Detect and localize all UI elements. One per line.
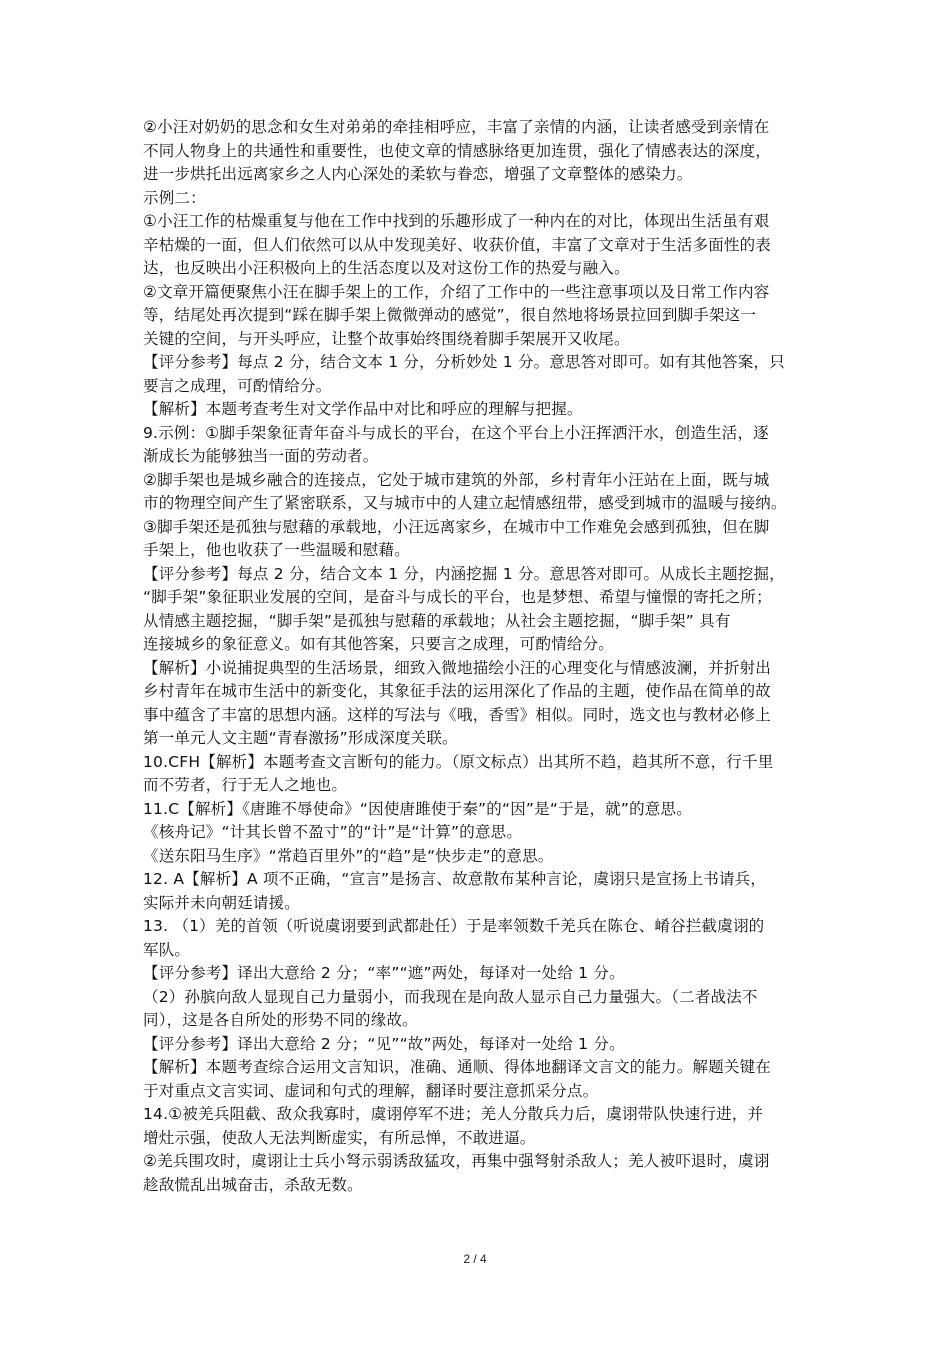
text-line: 事中蕴含了丰富的思想内涵。这样的写法与《哦，香雪》相似。同时，选文也与教材必修上 [143,705,772,724]
text-line: 第一单元人文主题“青春激扬”形成深度关联。 [143,729,458,747]
answer-text-body [143,116,811,1197]
text-line: 14.①被羌兵阻截、敌众我寡时，虞诩停军不进；羌人分散兵力后，虞诩带队快速行进，并 [143,1105,764,1123]
text-line: “脚手架”象征职业发展的空间，是奋斗与成长的平台，也是梦想、希望与憧憬的寄托之所； [143,588,772,606]
text-line: 【评分参考】每点 2 分，结合文本 1 分，内涵挖掘 1 分。意思答对即可。从成长主题挖掘， [143,564,785,583]
text-line: 12. A【解析】A 项不正确，“宣言”是扬言、故意散布某种言论，虞诩只是宣扬上书请兵， [143,870,767,888]
text-line: ②小汪对奶奶的思念和女生对弟弟的牵挂相呼应，丰富了亲情的内涵，让读者感受到亲情在 [143,118,770,136]
text-line: 从情感主题挖掘，“脚手架”是孤独与慰藉的承载地；从社会主题挖掘，“脚手架” 具有 [143,611,731,630]
text-line: 达，也反映出小汪积极向上的生活态度以及对这份工作的热爱与融入。 [143,259,630,277]
text-line: 【解析】本题考查考生对文学作品中对比和呼应的理解与把握。 [143,400,583,418]
text-line: 【评分参考】译出大意给 2 分；“率”“遮”两处，每译对一处给 1 分。 [143,964,625,982]
text-line: 于对重点文言实词、虚词和句式的理解，翻译时要注意抓采分点。 [143,1081,599,1100]
text-line: 同），这是各自所处的形势不同的缘故。 [143,1011,418,1029]
text-line: 11.C【解析】《唐雎不辱使命》“因使唐雎使于秦”的“因”是“于是，就”的意思。 [143,799,692,818]
text-line: 乡村青年在城市生活中的新变化，其象征手法的运用深化了作品的主题，使作品在简单的故 [143,682,772,700]
text-line: 【评分参考】每点 2 分，结合文本 1 分，分析妙处 1 分。意思答对即可。如有其他答案，只 [143,353,785,371]
text-line: ①小汪工作的枯燥重复与他在工作中找到的乐趣形成了一种内在的对比，体现出生活虽有艰 [143,212,770,230]
text-line: 《核舟记》“计其长曾不盈寸”的“计”是“计算”的意思。 [143,823,523,841]
text-line: 【解析】本题考查综合运用文言知识，准确、通顺、得体地翻译文言文的能力。解题关键在 [143,1058,772,1076]
text-line: ②文章开篇便聚焦小汪在脚手架上的工作，介绍了工作中的一些注意事项以及日常工作内容 [143,282,770,301]
text-line: 渐成长为能够独当一面的劳动者。 [143,447,379,465]
text-line: 市的物理空间产生了紧密联系，又与城市中的人建立起情感纽带，感受到城市的温暖与接纳。 [143,494,787,512]
text-line: 等，结尾处再次提到“踩在脚手架上微微弹动的感觉”，很自然地将场景拉回到脚手架这一 [143,306,757,324]
text-line: 示例二： [143,188,206,207]
text-line: 关键的空间，与开头呼应，让整个故事始终围绕着脚手架展开又收尾。 [143,329,630,348]
text-line: 10.CFH【解析】本题考查文言断句的能力。（原文标点）出其所不趋，趋其所不意，行千里 [143,752,774,771]
text-line: 连接城乡的象征意义。如有其他答案，只要言之成理，可酌情给分。 [143,635,615,653]
text-line: 而不劳者，行于无人之地也。 [143,776,348,794]
text-line: ②脚手架也是城乡融合的连接点，它处于城市建筑的外部，乡村青年小汪站在上面，既与城 [143,470,770,489]
text-line: 13. （1）羌的首领（听说虞诩要到武都赴任）于是率领数千羌兵在陈仓、崤谷拦截虞诩的 [143,917,765,935]
text-line: （2）孙膑向敌人显现自己力量弱小，而我现在是向敌人显示自己力量强大。（二者战法不 [143,987,758,1006]
text-line: ③脚手架还是孤独与慰藉的承载地，小汪远离家乡，在城市中工作难免会感到孤独，但在脚 [143,517,770,536]
text-line: 要言之成理，可酌情给分。 [143,376,332,395]
text-line: 军队。 [143,940,191,959]
page-number: 2 / 4 [463,1252,487,1266]
text-line: 《送东阳马生序》“常趋百里外”的“趋”是“快步走”的意思。 [143,846,554,865]
text-line: ②羌兵围攻时，虞诩让士兵小弩示弱诱敌猛攻，再集中强弩射杀敌人；羌人被吓退时，虞诩 [143,1152,770,1170]
text-line: 9.示例：①脚手架象征青年奋斗与成长的平台，在这个平台上小汪挥洒汗水，创造生活，逐 [143,423,769,442]
text-line: 趁敌慌乱出城奋击，杀敌无数。 [143,1175,363,1194]
text-line: 【评分参考】译出大意给 2 分；“见”“故”两处，每译对一处给 1 分。 [143,1034,625,1053]
text-line: 辛枯燥的一面，但人们依然可以从中发现美好、收获价值，丰富了文章对于生活多面性的表 [143,235,772,254]
text-line: 【解析】小说捕捉典型的生活场景，细致入微地描绘小汪的心理变化与情感波澜，并折射出 [143,658,772,677]
text-line: 增灶示强，使敌人无法判断虚实，有所忌惮，不敢进逼。 [143,1128,536,1147]
text-line: 不同人物身上的共通性和重要性，也使文章的情感脉络更加连贯，强化了情感表达的深度， [143,141,772,160]
text-line: 进一步烘托出远离家乡之人内心深处的柔软与眷恋，增强了文章整体的感染力。 [143,165,693,183]
text-line: 实际并未向朝廷请援。 [143,893,301,912]
text-line: 手架上，他也收获了一些温暖和慰藉。 [143,541,410,559]
